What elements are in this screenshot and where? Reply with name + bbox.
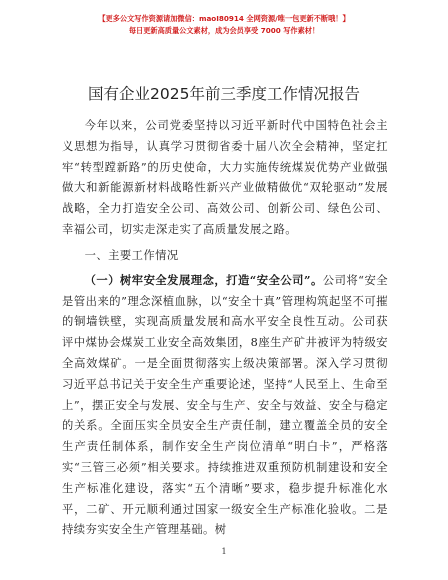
page-number: 1 <box>221 547 227 556</box>
document-body <box>62 116 388 541</box>
subsection-paragraph-safety <box>62 270 388 541</box>
subsection-label-safety: （一）树牢安全发展理念，打造“安全公司”。 <box>84 272 323 287</box>
promo-banner <box>0 14 448 36</box>
intro-paragraph: 今年以来，公司党委坚持以习近平新时代中国特色社会主义思想为指导，认真学习贯彻省委十届八次全会精神，坚定扛牢“转型蹚新路”的历史使命，大力实施传统煤炭优势产业做强做大和新能源新材料战略性新兴产业做精做优“双轮驱动”发展战略，全力打造安全公司、高效公司、创新公司、绿色公司、幸福公司，切实走深走实了高质量发展之路。 <box>62 119 388 236</box>
section-heading-main-work: 一、主要工作情况 <box>84 248 179 262</box>
promo-banner-line-1: 【更多公文写作资源请加微信：maoI80914 全网资源/唯一包更新不断哦！】 <box>98 14 350 23</box>
subsection-text-safety: 公司将“安全是管出来的”理念深植血脉，以“安全十真”管理构筑起坚不可摧的铜墙铁壁，实现高质量发展和高水平安全良性互动。公司获评中煤协会煤炭工业安全高效集团，8座生产矿井被评为特级安全高效煤矿。一是全面贯彻落实上级决策部署。深入学习贯彻习近平总书记关于安全生产重要论述，坚持“人民至上、生命至上”，摆正安全与发展、安全与生产、安全与效益、安全与稳定的关系。全面压实全员安全生产责任制，建立覆盖全员的安全生产责任制体系，制作安全生产岗位清单“明白卡”，严格落实“三管三必须”相关要求。持续推进双重预防机制建设和安全生产标准化建设，落实“五个清晰”要求，稳步提升标准化水平，二矿、开元顺利通过国家一级安全生产标准化验收。二是持续夯实安全生产管理基础。树 <box>62 273 388 537</box>
promo-banner-line-2: 每日更新高质量公文素材，成为会员享受 7000 写作素材！ <box>128 26 320 35</box>
document-title: 国有企业2025年前三季度工作情况报告 <box>88 85 360 103</box>
